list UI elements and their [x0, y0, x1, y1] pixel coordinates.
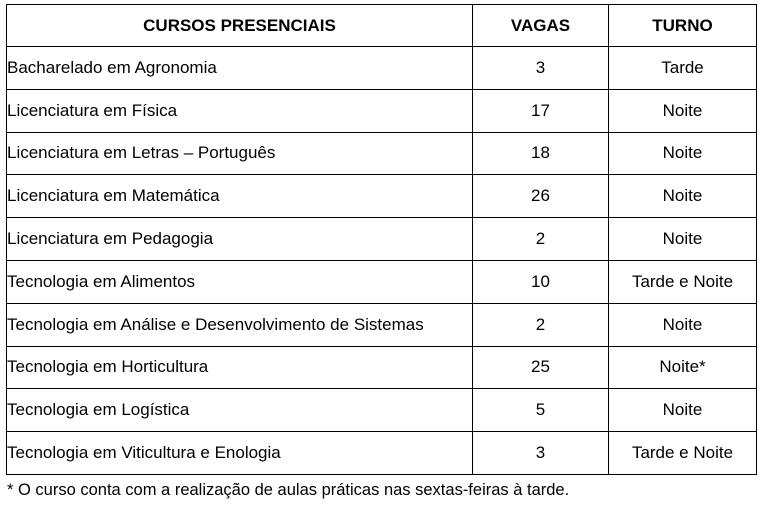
turno-value: Noite — [609, 132, 757, 175]
turno-value: Tarde — [609, 47, 757, 90]
header-turno: TURNO — [609, 5, 757, 47]
turno-value: Noite* — [609, 346, 757, 389]
header-course: CURSOS PRESENCIAIS — [7, 5, 473, 47]
course-name: Tecnologia em Logística — [7, 389, 473, 432]
table-row — [7, 175, 757, 218]
vagas-value: 2 — [473, 303, 609, 346]
course-name: Licenciatura em Física — [7, 89, 473, 132]
table-row — [7, 89, 757, 132]
table-row — [7, 303, 757, 346]
table-row — [7, 432, 757, 475]
vagas-value: 2 — [473, 218, 609, 261]
vagas-value: 25 — [473, 346, 609, 389]
course-name: Licenciatura em Matemática — [7, 175, 473, 218]
table-row — [7, 132, 757, 175]
course-name: Bacharelado em Agronomia — [7, 47, 473, 90]
turno-value: Noite — [609, 89, 757, 132]
table-row — [7, 389, 757, 432]
course-name: Tecnologia em Alimentos — [7, 260, 473, 303]
vagas-value: 3 — [473, 432, 609, 475]
vagas-value: 3 — [473, 47, 609, 90]
footnote: * O curso conta com a realização de aulas práticas nas sextas-feiras à tarde. — [7, 481, 570, 499]
table-row — [7, 260, 757, 303]
turno-value: Tarde e Noite — [609, 260, 757, 303]
course-name: Tecnologia em Análise e Desenvolvimento de Sistemas — [7, 303, 473, 346]
turno-value: Tarde e Noite — [609, 432, 757, 475]
vagas-value: 5 — [473, 389, 609, 432]
table-row — [7, 346, 757, 389]
vagas-value: 10 — [473, 260, 609, 303]
turno-value: Noite — [609, 303, 757, 346]
course-name: Tecnologia em Viticultura e Enologia — [7, 432, 473, 475]
vagas-value: 17 — [473, 89, 609, 132]
vagas-value: 26 — [473, 175, 609, 218]
turno-value: Noite — [609, 218, 757, 261]
table-row — [7, 218, 757, 261]
turno-value: Noite — [609, 389, 757, 432]
header-vagas: VAGAS — [473, 5, 609, 47]
course-name: Licenciatura em Letras – Português — [7, 132, 473, 175]
course-name: Tecnologia em Horticultura — [7, 346, 473, 389]
table-row — [7, 47, 757, 90]
table-header-row — [7, 5, 757, 47]
vagas-value: 18 — [473, 132, 609, 175]
turno-value: Noite — [609, 175, 757, 218]
courses-table — [6, 4, 757, 475]
course-name: Licenciatura em Pedagogia — [7, 218, 473, 261]
